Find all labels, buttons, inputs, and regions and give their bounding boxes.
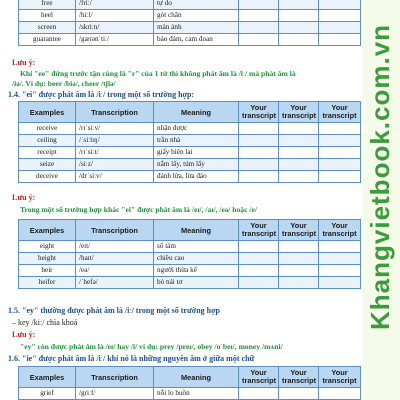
table-row: deceive /drˈsiːv/ đánh lừa, lừa đảo xyxy=(19,171,361,183)
section-heading: 1.4. "ei" được phát âm là /iː/ trong một số trường hợp: xyxy=(8,90,195,99)
table-row: heir /eə/ người thừa kế xyxy=(19,265,361,277)
table-row: eight /eɪt/ số tám xyxy=(19,241,361,253)
note-text: Khi "ee" đứng trước tận cùng là "r" của 1 từ thì không phát âm là /iː/ mà phát âm là xyxy=(20,69,296,78)
table-header: Examples Transcription Meaning Your transcript Your transcript Your transcript xyxy=(19,367,361,388)
vocab-table-ei xyxy=(18,101,361,183)
table-header: Examples Transcription Meaning Your transcript Your transcript Your transcript xyxy=(19,220,361,241)
note-text: /iə/. Ví dụ: beer /biə/, cheer /tʃiə/ xyxy=(12,79,116,88)
table-row: receive /rɪˈsiːv/ nhận được xyxy=(19,123,361,135)
table-row: seize /siːz/ nắm lấy, túm lấy xyxy=(19,159,361,171)
note-text: Trong một số trường hợp khác "ei" được phát âm là /eɪ/, /aɪ/, /eə/ hoặc /e/ xyxy=(20,205,257,214)
section-heading: 1.5. "ey" thường được phát âm là /iː/ trong một số trường hợp xyxy=(8,306,220,315)
table-row: heel /hiːl/ gót chân xyxy=(19,10,361,22)
note-label: Lưu ý: xyxy=(12,193,36,202)
table-row: heifer /ˈhefə/ bò nái tơ xyxy=(19,277,361,289)
table-row: ceiling /ˈsiːlɪŋ/ trần nhà xyxy=(19,135,361,147)
table-header: Examples Transcription Meaning Your transcript Your transcript Your transcript xyxy=(19,102,361,123)
table-row: grief /griːf/ nỗi lo buồn xyxy=(19,388,361,400)
table-row: screen /skriːn/ màn ảnh xyxy=(19,22,361,34)
section-heading: 1.6. "ie" được phát âm là /iː/ khi nó là những nguyên âm ở giữa một chữ xyxy=(8,354,255,363)
table-row: height /haɪt/ chiều cao xyxy=(19,253,361,265)
vocab-table-ee xyxy=(18,0,361,46)
vocab-table-ie xyxy=(18,366,361,400)
vocab-table-ei-other xyxy=(18,219,361,289)
table-row: free /friː/ tự do xyxy=(19,0,361,10)
note-text: "ey" còn được phát âm là /eɪ/ hay /i/ ví dụ: prey /preɪ/, obey /oˈbeɪ/, money /mʌni/ xyxy=(20,342,283,351)
table-row: guarantee /gærənˈtiː/ bảo đảm, cam đoan xyxy=(19,34,361,46)
example-item: – key /kiː/ chìa khoá xyxy=(12,318,78,327)
note-label: Lưu ý: xyxy=(12,58,36,67)
note-label: Lưu ý: xyxy=(12,330,36,339)
table-row: receipt /rɪˈsiːt/ giấy biên lai xyxy=(19,147,361,159)
brand-watermark: Khangvietbook.com.vn xyxy=(365,23,395,330)
